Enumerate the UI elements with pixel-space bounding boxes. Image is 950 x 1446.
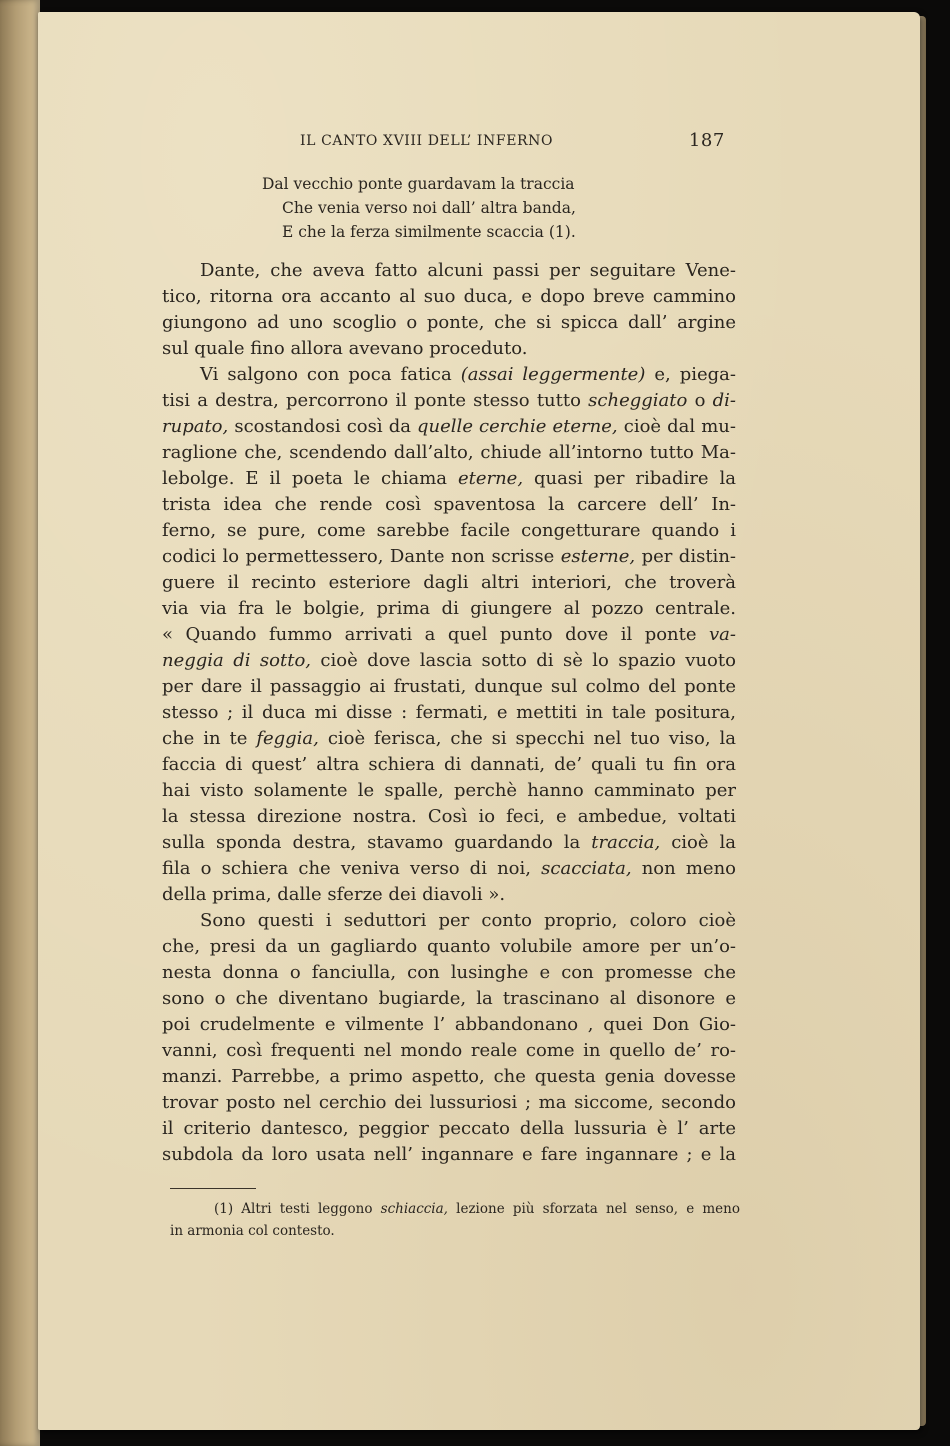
text-line <box>162 726 736 752</box>
text-line: Sono questi i seduttori per conto proprio, coloro cioè <box>200 910 736 931</box>
text-line <box>162 648 736 674</box>
verse-line: Dal vecchio ponte guardavam la traccia <box>262 175 575 193</box>
text-line: sono o che diventano bugiarde, la trascinano al disonore e <box>162 988 736 1009</box>
text-line: per dare il passaggio ai frustati, dunque sul colmo del ponte <box>162 676 736 697</box>
footnote-reference: (1). <box>548 223 576 241</box>
text-run: « Quando fummo arrivati a quel punto dove il ponte <box>162 624 697 645</box>
text-line: faccia di quest’ altra schiera di dannati, de’ quali tu fin ora <box>162 754 736 775</box>
text-line: poi crudelmente e vilmente l’ abbandonano , quei Don Gio- <box>162 1014 736 1035</box>
italic-run: feggia, <box>256 728 319 749</box>
text-run: o <box>694 390 706 411</box>
italic-run: neggia di sotto, <box>162 650 311 671</box>
italic-run: esterne, <box>560 546 636 567</box>
book-spine-shadow <box>0 0 40 1446</box>
text-line: via via fra le bolgie, prima di giungere al pozzo centrale. <box>162 598 736 619</box>
text-line: nesta donna o fanciulla, con lusinghe e con promesse che <box>162 962 736 983</box>
italic-run: eterne, <box>457 468 524 489</box>
text-run: per distin- <box>641 546 736 567</box>
text-run: codici lo permettessero, Dante non scrisse <box>162 546 555 567</box>
text-line: che, presi da un gagliardo quanto volubile amore per un’o- <box>162 936 736 957</box>
footnote-text: Altri testi leggono <box>241 1201 373 1217</box>
footnote-divider <box>170 1188 256 1189</box>
verse-line <box>262 220 682 244</box>
italic-run: va- <box>709 624 736 645</box>
text-run: cioè la <box>671 832 736 853</box>
text-run: quasi per ribadire la <box>533 468 736 489</box>
running-header <box>300 130 725 154</box>
text-line: della prima, dalle sferze dei diavoli ». <box>162 884 506 905</box>
text-line: subdola da loro usata nell’ ingannare e fare ingannare ; e la <box>162 1144 736 1165</box>
text-run: che in te <box>162 728 248 749</box>
text-run: tisi a destra, percorrono il ponte stesso tutto <box>162 390 581 411</box>
text-run: scostandosi così da <box>234 416 411 437</box>
text-run: cioè dal mu- <box>623 416 736 437</box>
text-line <box>162 544 736 570</box>
footnote-text: lezione più sforzata nel senso, e meno <box>456 1201 740 1217</box>
text-line: trovar posto nel cerchio dei lussuriosi ; ma siccome, secondo <box>162 1092 736 1113</box>
footnote-italic: schiaccia, <box>380 1201 448 1217</box>
text-line <box>162 856 736 882</box>
italic-run: (assai leggermente) <box>460 364 646 385</box>
text-run: Vi salgono con poca fatica <box>200 364 452 385</box>
text-line: la stessa direzione nostra. Così io feci, e ambedue, voltati <box>162 806 736 827</box>
italic-run: di- <box>712 390 736 411</box>
text-line: ferno, se pure, come sarebbe facile congetturare quando i <box>162 520 736 541</box>
text-line <box>162 362 736 388</box>
italic-run: traccia, <box>591 832 661 853</box>
text-run: e, piega- <box>654 364 736 385</box>
text-line <box>162 830 736 856</box>
text-run: non meno <box>641 858 736 879</box>
text-run: lebolge. E il poeta le chiama <box>162 468 448 489</box>
text-line: hai visto solamente le spalle, perchè hanno camminato per <box>162 780 736 801</box>
text-line: guere il recinto esteriore dagli altri interiori, che troverà <box>162 572 736 593</box>
text-line: tico, ritorna ora accanto al suo duca, e dopo breve cammino <box>162 286 736 307</box>
footnote-line <box>170 1198 740 1220</box>
italic-run: quelle cerchie eterne, <box>417 416 618 437</box>
italic-run: scacciata, <box>541 858 632 879</box>
verse-quotation <box>262 172 682 244</box>
page-number: 187 <box>688 130 725 151</box>
text-line <box>162 388 736 414</box>
text-line: vanni, così frequenti nel mondo reale come in quello de’ ro- <box>162 1040 736 1061</box>
text-line: giungono ad uno scoglio o ponte, che si spicca dall’ argine <box>162 312 736 333</box>
text-line <box>162 414 736 440</box>
text-line <box>162 622 736 648</box>
italic-run: rupato, <box>162 416 229 437</box>
text-line: manzi. Parrebbe, a primo aspetto, che questa genia dovesse <box>162 1066 736 1087</box>
text-run: sulla sponda destra, stavamo guardando la <box>162 832 581 853</box>
verse-line: Che venia verso noi dall’ altra banda, <box>282 199 576 217</box>
text-line: sul quale fino allora avevano proceduto. <box>162 338 528 359</box>
text-run: cioè dove lascia sotto di sè lo spazio vuoto <box>320 650 736 671</box>
text-line: stesso ; il duca mi disse : fermati, e mettiti in tale positura, <box>162 702 736 723</box>
text-line: Dante, che aveva fatto alcuni passi per seguitare Vene- <box>200 260 736 281</box>
running-title: IL CANTO XVIII DELL’ INFERNO <box>300 133 554 149</box>
footnote-mark: (1) <box>214 1201 234 1217</box>
body-text <box>162 258 736 1168</box>
text-run: cioè ferisca, che si specchi nel tuo viso, la <box>327 728 736 749</box>
verse-line-text: E che la ferza similmente scaccia <box>282 223 544 241</box>
text-run: fila o schiera che veniva verso di noi, <box>162 858 532 879</box>
text-line: il criterio dantesco, peggior peccato della lussuria è l’ arte <box>162 1118 736 1139</box>
text-line <box>162 466 736 492</box>
text-line: raglione che, scendendo dall’alto, chiude all’intorno tutto Ma- <box>162 442 736 463</box>
footnote <box>170 1198 740 1242</box>
text-line: trista idea che rende così spaventosa la carcere dell’ In- <box>162 494 736 515</box>
footnote-line: in armonia col contesto. <box>170 1223 335 1239</box>
italic-run: scheggiato <box>588 390 688 411</box>
